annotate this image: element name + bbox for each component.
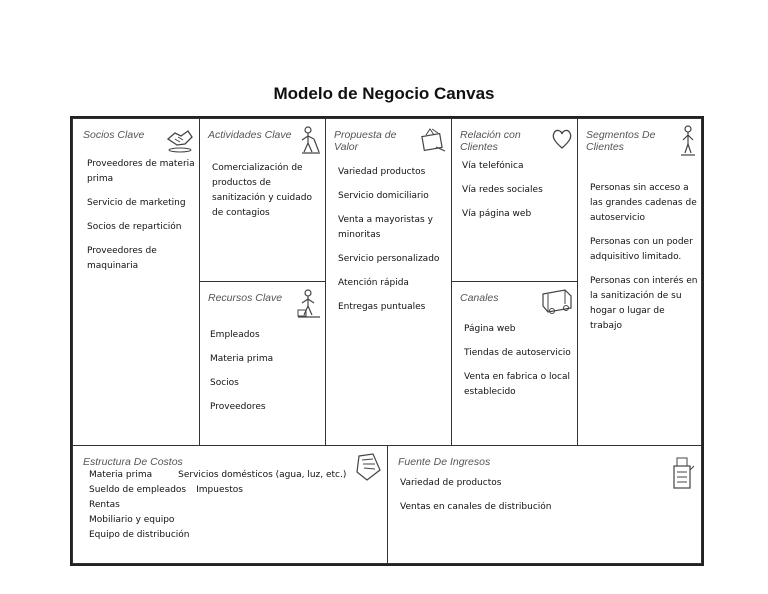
relacion-clientes-cell — [451, 118, 578, 282]
worker-icon — [296, 288, 322, 318]
recursos-clave-header: Recursos Clave — [208, 292, 283, 304]
actividades-clave-cell — [199, 118, 326, 282]
recursos-clave-cell — [199, 281, 326, 446]
list-item: Personas con interés en la sanitización de su hogar o lugar de trabajo — [590, 276, 698, 331]
relacion-clientes-header-line1: Relación con — [460, 129, 521, 141]
list-item: Servicio domiciliario — [338, 191, 429, 201]
relacion-clientes-header — [460, 129, 521, 153]
propuesta-valor-cell — [325, 118, 452, 446]
business-model-canvas — [70, 116, 704, 566]
worker-icon — [298, 125, 322, 155]
canales-cell — [451, 281, 578, 446]
list-item: Venta a mayoristas y minoritas — [338, 215, 433, 240]
list-item: Proveedores de maquinaria — [87, 246, 157, 271]
list-item: Socios de repartición — [87, 222, 182, 232]
fuente-ingresos-list — [400, 476, 660, 524]
cash-register-icon — [670, 454, 696, 494]
list-item: Personas con un poder adquisitivo limitado. — [590, 237, 693, 262]
list-item: Variedad productos — [338, 167, 426, 177]
list-item: Vía telefónica — [462, 161, 524, 171]
estructura-costos-header: Estructura De Costos — [83, 456, 183, 468]
list-item: Proveedores de materia prima — [87, 159, 195, 184]
relacion-clientes-header-line2: Clientes — [460, 141, 498, 153]
list-item: Comercialización de productos de sanitización y cuidado de contagios — [212, 163, 312, 218]
list-item: Tiendas de autoservicio — [464, 348, 571, 358]
list-item: Página web — [464, 324, 516, 334]
costos-list — [89, 498, 289, 543]
segmentos-clientes-header — [586, 129, 655, 153]
propuesta-valor-list — [338, 165, 448, 324]
estructura-costos-cell — [72, 445, 388, 564]
actividades-clave-list — [212, 161, 320, 230]
truck-icon — [540, 286, 574, 316]
list-item: Variedad de productos — [400, 478, 502, 488]
fuente-ingresos-cell — [387, 445, 702, 564]
segmentos-clientes-header-line2: Clientes — [586, 141, 624, 153]
heart-icon — [550, 127, 574, 151]
costos-row-2 — [89, 483, 243, 498]
list-item: Vía redes sociales — [462, 185, 543, 195]
costos-item: Sueldo de empleados — [89, 485, 187, 495]
relacion-clientes-list — [462, 159, 574, 231]
costos-item: Materia prima — [89, 470, 153, 480]
segmentos-clientes-list — [590, 181, 698, 343]
actividades-clave-header: Actividades Clave — [208, 129, 292, 141]
list-item: Materia prima — [210, 354, 274, 364]
gift-icon — [418, 125, 448, 155]
costos-item: Servicios domésticos (agua, luz, etc.) — [178, 470, 347, 480]
socios-clave-header: Socios Clave — [83, 129, 145, 141]
list-item: Empleados — [210, 330, 260, 340]
list-item: Venta en fabrica o local establecido — [464, 372, 570, 397]
list-item: Personas sin acceso a las grandes cadenas de autoservicio — [590, 183, 697, 223]
segmentos-clientes-header-line1: Segmentos De — [586, 129, 656, 141]
list-item: Vía página web — [462, 209, 532, 219]
propuesta-valor-header-line1: Propuesta de — [334, 129, 397, 141]
list-item: Servicio de marketing — [87, 198, 186, 208]
page-title: Modelo de Negocio Canvas — [273, 84, 495, 103]
fuente-ingresos-header: Fuente De Ingresos — [398, 456, 491, 468]
costos-item: Impuestos — [196, 485, 243, 495]
list-item: Equipo de distribución — [89, 530, 190, 540]
list-item: Mobiliario y equipo — [89, 515, 175, 525]
list-item: Entregas puntuales — [338, 302, 426, 312]
handshake-icon — [165, 125, 195, 153]
list-item: Atención rápida — [338, 278, 409, 288]
person-icon — [678, 125, 698, 157]
propuesta-valor-header — [334, 129, 396, 153]
price-tag-icon — [353, 452, 383, 484]
list-item: Socios — [210, 378, 239, 388]
propuesta-valor-header-line2: Valor — [334, 141, 359, 153]
costos-row-1 — [89, 468, 346, 483]
socios-clave-cell — [72, 118, 200, 446]
list-item: Rentas — [89, 500, 120, 510]
segmentos-clientes-cell — [577, 118, 702, 446]
canales-header: Canales — [460, 292, 499, 304]
list-item: Ventas en canales de distribución — [400, 502, 552, 512]
list-item: Proveedores — [210, 402, 266, 412]
recursos-clave-list — [210, 328, 320, 424]
list-item: Servicio personalizado — [338, 254, 440, 264]
canales-list — [464, 322, 576, 409]
socios-clave-list — [87, 157, 195, 283]
